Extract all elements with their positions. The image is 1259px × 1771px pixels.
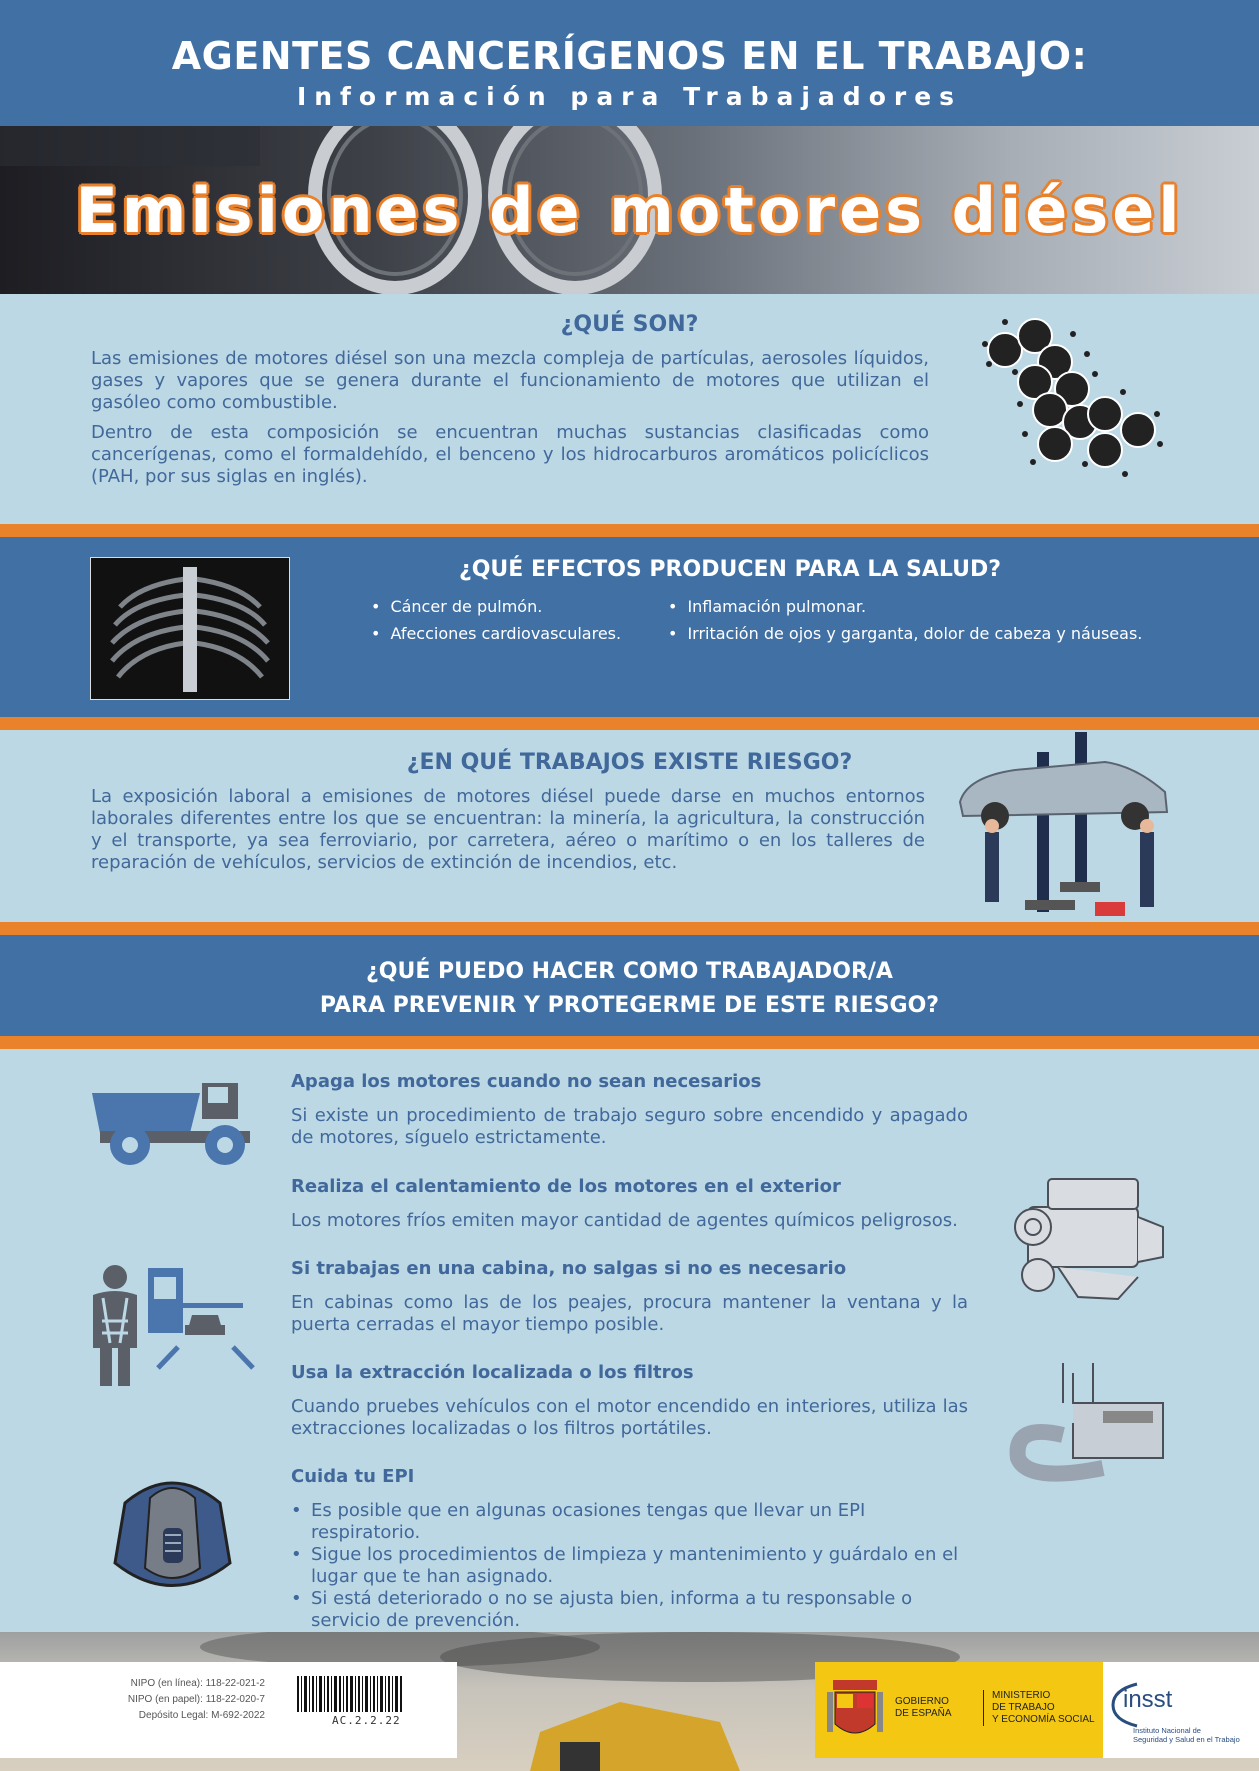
que-son-paragraph-1: Las emisiones de motores diésel son una mezcla compleja de partículas, aerosoles líquidos, gases y vapores que se genera durante el funcionamiento de motores que utilizan el gasóleo como combustible. [91, 348, 929, 413]
coat-of-arms-icon [825, 1676, 885, 1744]
tip-3-text: En cabinas como las de los peajes, procura mantener la ventana y la puerta cerradas el mayor tiempo posible. [291, 1292, 968, 1335]
ministerio-text [983, 1690, 1095, 1726]
divider [0, 524, 1259, 537]
tip-4-text: Cuando pruebes vehículos con el motor encendido en interiores, utiliza las extracciones localizadas o los filtros portátiles. [291, 1396, 968, 1439]
section-prevencion-title [0, 935, 1259, 1036]
efectos-list-2 [668, 597, 1142, 651]
section-que-son [0, 294, 1259, 524]
prevencion-title-line2: PARA PREVENIR Y PROTEGERME DE ESTE RIESGO? [319, 993, 940, 1018]
insst-line1: Instituto Nacional de [1133, 1726, 1201, 1735]
tip-3-heading: Si trabajas en una cabina, no salgas si no es necesario [291, 1258, 847, 1279]
que-son-title: ¿QUÉ SON? [560, 312, 699, 337]
que-son-text [91, 348, 929, 496]
divider [0, 922, 1259, 935]
gobierno-logo-box [815, 1662, 1103, 1758]
efecto-item: • Afecciones cardiovasculares. [371, 624, 621, 643]
epi-item: • Es posible que en algunas ocasiones tengas que llevar un EPI respiratorio. [291, 1500, 968, 1544]
gobierno-line1: GOBIERNO [895, 1696, 949, 1707]
ministerio-line1: MINISTERIO [992, 1690, 1051, 1701]
page-subtitle: Información para Trabajadores [296, 82, 963, 111]
efecto-item: • Irritación de ojos y garganta, dolor de cabeza y náuseas. [668, 624, 1142, 643]
page-title: AGENTES CANCERÍGENOS EN EL TRABAJO: [171, 34, 1088, 78]
chest-xray-image [90, 557, 290, 700]
trabajos-title: ¿EN QUÉ TRABAJOS EXISTE RIESGO? [406, 750, 853, 775]
efecto-item: • Inflamación pulmonar. [668, 597, 1142, 616]
epi-list [291, 1500, 968, 1632]
car-lift-mechanics-icon [955, 732, 1175, 920]
tip-1-heading: Apaga los motores cuando no sean necesarios [291, 1071, 762, 1092]
prevencion-title-line1: ¿QUÉ PUEDO HACER COMO TRABAJADOR/A [366, 959, 893, 984]
deposito-legal: Depósito Legal: M-692-2022 [138, 1710, 265, 1721]
divider [0, 1036, 1259, 1049]
section-trabajos [0, 730, 1259, 922]
nipo-info [0, 1676, 265, 1724]
insst-logo-box [1103, 1662, 1259, 1758]
gobierno-line2: DE ESPAÑA [895, 1708, 952, 1719]
section-efectos [0, 537, 1259, 717]
efecto-item: • Cáncer de pulmón. [371, 597, 621, 616]
gobierno-text [895, 1696, 952, 1720]
barcode-icon [297, 1676, 402, 1712]
tip-2-heading: Realiza el calentamiento de los motores en el exterior [291, 1176, 841, 1197]
exhaust-extractor-icon [1003, 1363, 1193, 1483]
efectos-title: ¿QUÉ EFECTOS PRODUCEN PARA LA SALUD? [458, 557, 1002, 582]
ministerio-line3: Y ECONOMÍA SOCIAL [992, 1714, 1095, 1725]
insst-logo: insst [1123, 1686, 1173, 1713]
section-prevencion [0, 1049, 1259, 1632]
efectos-list-1 [371, 597, 621, 651]
tip-5-heading: Cuida tu EPI [291, 1466, 415, 1487]
engine-icon [998, 1167, 1178, 1317]
barcode-code: AC.2.2.22 [332, 1714, 401, 1727]
toll-booth-worker-icon [88, 1263, 268, 1388]
footer [0, 1632, 1259, 1771]
insst-line2: Seguridad y Salud en el Trabajo [1133, 1735, 1240, 1744]
epi-item: • Sigue los procedimientos de limpieza y mantenimiento y guárdalo en el lugar que te han asignado. [291, 1544, 968, 1588]
tip-1-text: Si existe un procedimiento de trabajo seguro sobre encendido y apagado de motores, síguelo estrictamente. [291, 1105, 968, 1148]
nipo-paper: NIPO (en papel): 118-22-020-7 [127, 1694, 265, 1705]
prevencion-title [0, 955, 1259, 1023]
hero-title: Emisiones de motores diésel [75, 174, 1184, 247]
insst-name [1133, 1726, 1240, 1744]
divider [0, 717, 1259, 730]
que-son-paragraph-2: Dentro de esta composición se encuentran muchas sustancias clasificadas como cancerígenas, como el formaldehído, el benceno y los hidrocarburos aromáticos policíclicos (PAH, por sus siglas en inglés). [91, 422, 929, 487]
hero-banner [0, 126, 1259, 294]
tip-2-text: Los motores fríos emiten mayor cantidad de agentes químicos peligrosos. [291, 1210, 958, 1231]
nipo-online: NIPO (en línea): 118-22-021-2 [130, 1678, 265, 1689]
header [0, 0, 1259, 126]
footer-info-box [0, 1662, 457, 1758]
particles-icon [975, 314, 1175, 494]
ministerio-line2: DE TRABAJO [992, 1702, 1055, 1713]
dump-truck-icon [90, 1073, 260, 1165]
epi-item: • Si está deteriorado o no se ajusta bien, informa a tu responsable o servicio de prevención. [291, 1588, 968, 1632]
trabajos-text: La exposición laboral a emisiones de motores diésel puede darse en muchos entornos laborales diferentes entre los que se encuentran: la minería, la agricultura, la construcción y el transporte, ya sea ferroviario, por carretera, aéreo o marítimo o en los talleres de reparación de vehículos, servicios de extinción de incendios, etc. [91, 786, 925, 873]
tip-4-heading: Usa la extracción localizada o los filtros [291, 1362, 694, 1383]
respirator-mask-icon [105, 1473, 240, 1601]
